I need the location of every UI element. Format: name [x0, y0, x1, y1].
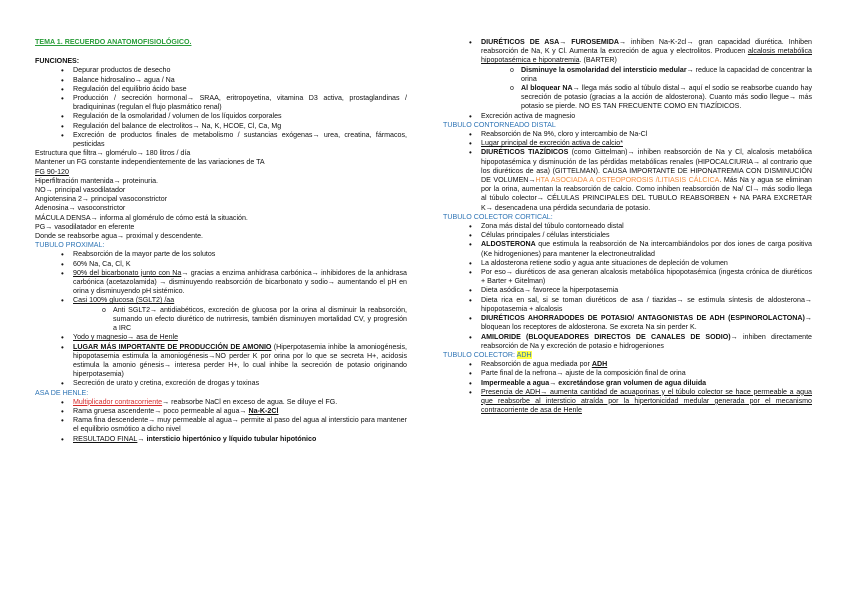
amonio-rest: (Hiperpotasemia inhibe la amoniogénesis, hipopotasemia estimula la amoniogénesis→NO perder K por orina por lo que se secreta H+, acidosis estimula la amonio génesis→ interesa perder H+, lo cual inhibe la secreción de potasio originando hiperpotasemia)	[73, 342, 407, 379]
macula-line: MÁCULA DENSA→ informa al glomérulo de cómo está la situación.	[35, 213, 248, 222]
funciones-list	[35, 66, 407, 149]
no-line: NO→ principal vasodilatador	[35, 186, 126, 195]
bicarbonato-text: 90% del bicarbonato junto con Na	[73, 268, 182, 277]
hiperfiltracion-line: Hiperfiltración mantenida→ proteinuria.	[35, 176, 159, 185]
aldosterona-rest: que estimula la reabsorción de Na intercambiándolos por dos iones de carga positiva (Ke hidrogeniones) para mantener la electroneutralidad	[481, 240, 812, 258]
list-item: • Rama fina descendente→ muy permeable al agua→ permite al paso del agua al intersticio para mantener el equilibrio osmótico a dicho nivel	[73, 416, 407, 434]
mantener-line: Mantener un FG constante independientemente de las variaciones de TA	[35, 158, 265, 167]
osmolaridad-rest: → reduce la capacidad de concentrar la orina	[521, 65, 812, 83]
list-item: • 60% Na, Ca, Cl, K	[73, 260, 407, 269]
aldosterona-text: ALDOSTERONA	[481, 240, 536, 249]
tc-heading	[443, 351, 812, 360]
bloquear-na-text: Al bloquear NA	[521, 84, 573, 93]
tcd-heading: TUBULO CONTORNEADO DISTAL	[443, 120, 556, 129]
document-title: TEMA 1. RECUERDO ANATOMOFISIOLÓGICO.	[35, 38, 192, 46]
multiplicador-rest: → reabsorbe NaCl en exceso de agua. Se diluye el FG.	[162, 397, 338, 406]
tc-heading-text: TUBULO COLECTOR:	[443, 350, 517, 359]
tiazidicos-end: . Más Na y agua se eliminan por la orina, aumentan la reabsorción de calcio. Como inhiben reabsorción de Na/ Cl→ más sodio llega al túbulo colector→ CÉLULAS PRINCIPALES DEL TUBULO REABSORBEN + NA PARA EXCRETAR K→ desencadena una pérdida secundaria de potasio.	[481, 176, 812, 212]
list-item	[481, 360, 812, 369]
osmolaridad-text: Disminuye la osmolaridad del intersticio medular	[521, 65, 687, 74]
list-item: • Reabsorción de la mayor parte de los solutos	[73, 250, 407, 259]
list-item	[73, 398, 407, 407]
ahorradores-rest: → bloquean los receptores de aldosterona. Se excreta Na sin perder K.	[481, 314, 812, 332]
list-item: • Dieta rica en sal, si se toman diuréticos de asa / tiazidas→ se estimula síntesis de aldosterona→ hipopotasemia + alcalosis	[481, 296, 812, 314]
diureticos-asa-text: DIURÉTICOS DE ASA→ FUROSEMIDA	[481, 38, 619, 46]
tcc-heading: TUBULO COLECTOR CORTICAL:	[443, 212, 553, 221]
list-item: • Depurar productos de desecho	[73, 66, 407, 75]
resultado-text: RESULTADO FINAL	[73, 434, 138, 443]
amonio-text: LUGAR MÁS IMPORTANTE DE PRODUCCIÓN DE AMONIO	[73, 342, 272, 351]
list-item: • Presencia de ADH→ aumenta cantidad de acuaporinas y el túbulo colector se hace permeable a agua que reabsorbe al intersticio atraída por la hipertonicidad medular generada por el mecanismo contracorriente de asa de Henle	[481, 388, 812, 416]
list-item	[521, 66, 812, 84]
resultado-rest: → intersticio hipertónico y líquido tubular hipotónico	[137, 434, 317, 443]
glucosa-sublist	[73, 306, 407, 334]
list-item: • Yodo y magnesio→ asa de Henle	[73, 333, 407, 342]
impermeable-rest: → excretándose gran volumen de agua diluida	[549, 378, 707, 387]
donde-line: Donde se reabsorbe agua→ proximal y descendente.	[35, 232, 203, 241]
list-item	[73, 269, 407, 297]
adenosina-line: Adenosina→ vasoconstrictor	[35, 204, 126, 213]
diureticos-asa-list	[443, 38, 812, 121]
list-item: o Anti SGLT2→ antidiabéticos, excreción de glucosa por la orina al disminuir la reabsorción, sumando un efecto diurético de nutrirresis, también disminuyen mortalidad CV, y progresión a IRC	[113, 306, 407, 334]
tubulo-proximal-list	[35, 250, 407, 388]
list-item	[73, 343, 407, 380]
list-item	[73, 296, 407, 333]
diureticos-asa-end: . (BARTER)	[579, 56, 617, 65]
left-column	[35, 38, 407, 444]
list-item: • Excreción de productos finales de metabolismo / sustancias exógenas→ urea, creatina, fármacos, pesticidas	[73, 131, 407, 149]
rama-gruesa-text: Rama gruesa ascendente→ poco permeable al agua→	[73, 406, 249, 415]
list-item: • Regulación del equilibrio ácido base	[73, 85, 407, 94]
tiazidicos-text: DIURÉTICOS TIAZÍDICOS	[481, 148, 569, 157]
diureticos-asa-sublist	[481, 66, 812, 112]
list-item	[521, 84, 812, 112]
adh-text: ADH	[591, 360, 608, 369]
list-item: • Regulación del balance de electrolitos→ Na, K, HCOE, Cl, Ca, Mg	[73, 122, 407, 131]
list-item: • Dieta asódica→ favorece la hiperpotasemia	[481, 286, 812, 295]
nak2cl-text: Na-K-2Cl	[248, 406, 279, 415]
multiplicador-text: Multiplicador contracorriente	[73, 397, 163, 406]
asa-henle-list	[35, 398, 407, 444]
tubulo-proximal-heading: TUBULO PROXIMAL:	[35, 241, 105, 250]
impermeable-text: Impermeable a agua	[481, 378, 550, 387]
list-item: • Excreción activa de magnesio	[481, 112, 812, 121]
bloquear-na-rest: → llega más sodio al túbulo distal→ aquí el sodio se reabsorbe cuando hay secreción de potasio (gracias a la acción de aldosterona). Cuanto más sodio llegue→ más potasio se pierde. NO ES TAN FRECUENTE COMO EN TIAZÍDICOS.	[521, 84, 812, 111]
list-item	[73, 435, 407, 444]
list-item: • La aldosterona retiene sodio y agua ante situaciones de depleción de volumen	[481, 259, 812, 268]
list-item: • Regulación de la osmolaridad / volumen de los líquidos corporales	[73, 112, 407, 121]
glucosa-text: Casi 100% glucosa (SGLT2) /aa	[73, 296, 175, 305]
tiazidicos-rest: (como Gittelman)→ inhiben reabsorción de Na y Cl, alcalosis metabólica hipopotasémica y disminución de las pérdidas metabólicas renales (HIPOCALCIURIA→ al contrario que los diuréticos de asa) (GITTELMAN). CAUSA IMPORTANTE DE HIPONATREMIA CON DISMINUCIÓN DE VOLUMEN→	[481, 148, 813, 185]
right-column	[443, 38, 812, 415]
list-item: • Reabsorción de Na 9%, cloro y intercambio de Na-Cl	[481, 130, 812, 139]
list-item	[481, 148, 812, 212]
list-item	[481, 379, 812, 388]
list-item: • Secreción de urato y cretina, excreción de drogas y toxinas	[73, 379, 407, 388]
estructura-line: Estructura que filtra→ glomérulo→ 180 litros / día	[35, 149, 191, 158]
tcd-list	[443, 130, 812, 213]
diureticos-asa-rest: → inhiben Na-K-2cl→ gran capacidad diurética. Inhiben reabsorción de Na, K y Cl. Aumenta la excreción de agua y electrolitos. Producen	[481, 38, 812, 56]
list-item: • Zona más distal del túbulo contorneado distal	[481, 222, 812, 231]
list-item: • Producción / secreción hormonal→ SRAA, eritropoyetina, vitamina D3 activa, prostaglandinas / bradiquininas (regulan el flujo plasmático renal)	[73, 94, 407, 112]
list-item	[73, 407, 407, 416]
tc-list	[443, 360, 812, 415]
list-item	[481, 240, 812, 258]
list-item	[481, 38, 812, 112]
funciones-heading: FUNCIONES:	[35, 57, 80, 66]
reabsorcion-text: Reabsorción de agua mediada por	[481, 360, 592, 369]
amiloride-rest: → inhiben directamente reabsorción de Na y excreción de potasio e hidrogeniones	[481, 332, 813, 350]
list-item: • Por eso→ diuréticos de asa generan alcalosis metabólica hipopotasémica (ingesta crónica de diuréticos + Barter + Gitelman)	[481, 268, 812, 286]
list-item	[481, 314, 812, 332]
amiloride-text: AMILORIDE (BLOQUEADORES DIRECTOS DE CANALES DE SODIO)	[481, 332, 731, 341]
alcalosis-text: alcalosis metabólica hipopotasémica e hiponatremia	[481, 47, 812, 65]
list-item: • Células principales / células intersticiales	[481, 231, 812, 240]
tcc-list	[443, 222, 812, 351]
asa-henle-heading: ASA DE HENLE:	[35, 388, 89, 397]
list-item: • Balance hidrosalino→ agua / Na	[73, 76, 407, 85]
ahorradores-text: DIURÉTICOS AHORRADODES DE POTASIO/ ANTAGONISTAS DE ADH (ESPINOROLACTONA)	[481, 314, 805, 323]
list-item: • Parte final de la nefrona→ ajuste de la composición final de orina	[481, 369, 812, 378]
pg-line: PG→ vasodilatador en eferente	[35, 222, 135, 231]
list-item	[481, 333, 812, 351]
tc-adh-highlight: ADH	[516, 350, 532, 359]
hta-text: HTA ASOCIADA A OSTEOPOROSIS /LITIASIS CÁLCICA	[535, 176, 720, 185]
bicarbonato-rest: → gracias a enzima anhidrasa carbónica→ inhibidores de la anhidrasa carbónica (acetazolamida) → disminuyendo reabsorción de bicarbonato y sodio→ aumentando el pH en orina y disminuyendo pH sistémico.	[73, 268, 407, 296]
list-item: • Lugar principal de excreción activa de calcio*	[481, 139, 812, 148]
angiotensina-line: Angiotensina 2→ principal vasoconstrictor	[35, 195, 168, 204]
fg-line: FG 90-120	[35, 167, 69, 176]
